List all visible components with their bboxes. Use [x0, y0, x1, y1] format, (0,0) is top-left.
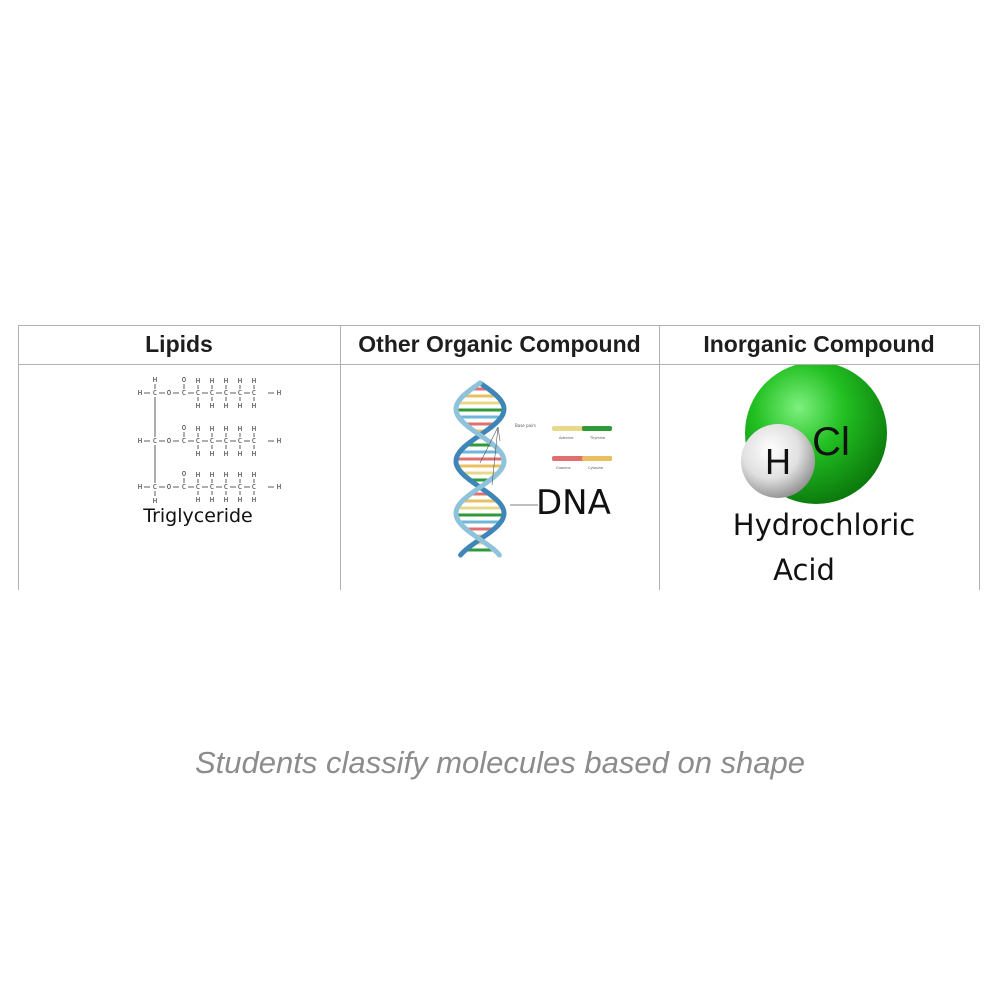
svg-text:H: H [152, 497, 158, 505]
svg-text:H: H [237, 425, 243, 433]
svg-text:H: H [137, 483, 143, 491]
svg-text:C: C [152, 483, 158, 491]
svg-text:C: C [152, 437, 158, 445]
svg-text:C: C [237, 483, 243, 491]
svg-text:H: H [251, 425, 257, 433]
triglyceride-label: Triglyceride [143, 505, 253, 527]
svg-text:H: H [237, 450, 243, 458]
svg-text:C: C [195, 483, 201, 491]
thymine-label: Thymine [590, 436, 606, 440]
svg-text:H: H [209, 402, 215, 410]
svg-text:C: C [237, 437, 243, 445]
cell-inorganic [659, 365, 979, 590]
svg-text:H: H [209, 471, 215, 479]
svg-text:C: C [251, 437, 257, 445]
cytosine-label: Cytosine [588, 466, 604, 470]
hcl-label-line1: Hydrochloric [732, 508, 916, 542]
svg-text:H: H [237, 471, 243, 479]
triglyceride-structure [18, 365, 340, 590]
svg-text:H: H [152, 376, 158, 384]
hcl-label-line2: Acid [773, 553, 835, 587]
header-inorganic: Inorganic Compound [703, 330, 935, 357]
svg-text:H: H [276, 389, 282, 397]
svg-text:C: C [152, 389, 158, 397]
header-other-organic: Other Organic Compound [358, 330, 641, 357]
svg-text:H: H [237, 496, 243, 504]
caption: Students classify molecules based on shape [194, 745, 806, 780]
svg-text:C: C [195, 437, 201, 445]
svg-text:H: H [223, 377, 229, 385]
svg-text:C: C [223, 437, 229, 445]
header-lipids: Lipids [145, 330, 213, 357]
dna-label: DNA [536, 483, 611, 523]
svg-text:O: O [166, 389, 172, 397]
svg-text:H: H [251, 402, 257, 410]
svg-text:H: H [223, 402, 229, 410]
svg-text:H: H [137, 437, 143, 445]
svg-text:H: H [209, 450, 215, 458]
svg-text:H: H [209, 496, 215, 504]
svg-text:C: C [251, 389, 257, 397]
svg-text:H: H [237, 377, 243, 385]
svg-text:O: O [166, 437, 172, 445]
svg-text:C: C [181, 437, 187, 445]
chlorine-symbol: Cl [812, 420, 850, 464]
svg-text:C: C [251, 483, 257, 491]
svg-text:H: H [223, 425, 229, 433]
svg-text:H: H [195, 496, 201, 504]
svg-text:C: C [237, 389, 243, 397]
svg-text:H: H [195, 402, 201, 410]
svg-text:C: C [181, 389, 187, 397]
dna-double-helix-icon [340, 365, 659, 590]
svg-text:H: H [251, 471, 257, 479]
svg-text:H: H [276, 483, 282, 491]
hydrogen-symbol: H [765, 441, 791, 482]
base-pairs-label: Base pairs [515, 423, 536, 428]
svg-text:C: C [223, 483, 229, 491]
svg-text:H: H [223, 496, 229, 504]
svg-text:H: H [195, 425, 201, 433]
svg-text:O: O [181, 470, 187, 478]
classification-table [18, 325, 980, 590]
adenine-label: Adenine [559, 436, 574, 440]
svg-text:C: C [209, 437, 215, 445]
svg-text:C: C [209, 483, 215, 491]
svg-text:H: H [223, 450, 229, 458]
svg-text:C: C [209, 389, 215, 397]
cell-other-organic [340, 365, 659, 590]
svg-text:H: H [276, 437, 282, 445]
svg-text:O: O [166, 483, 172, 491]
table-right-border [979, 325, 980, 590]
svg-text:O: O [181, 376, 187, 384]
svg-text:C: C [181, 483, 187, 491]
svg-text:H: H [137, 389, 143, 397]
svg-text:H: H [209, 425, 215, 433]
svg-text:H: H [209, 377, 215, 385]
svg-text:H: H [251, 496, 257, 504]
svg-text:O: O [181, 424, 187, 432]
svg-text:H: H [251, 377, 257, 385]
svg-text:C: C [195, 389, 201, 397]
svg-text:H: H [195, 471, 201, 479]
svg-text:H: H [251, 450, 257, 458]
cell-lipids [18, 365, 340, 590]
svg-text:H: H [223, 471, 229, 479]
svg-text:C: C [223, 389, 229, 397]
svg-text:H: H [195, 377, 201, 385]
svg-text:H: H [195, 450, 201, 458]
svg-text:H: H [237, 402, 243, 410]
guanine-label: Guanine [556, 466, 571, 470]
